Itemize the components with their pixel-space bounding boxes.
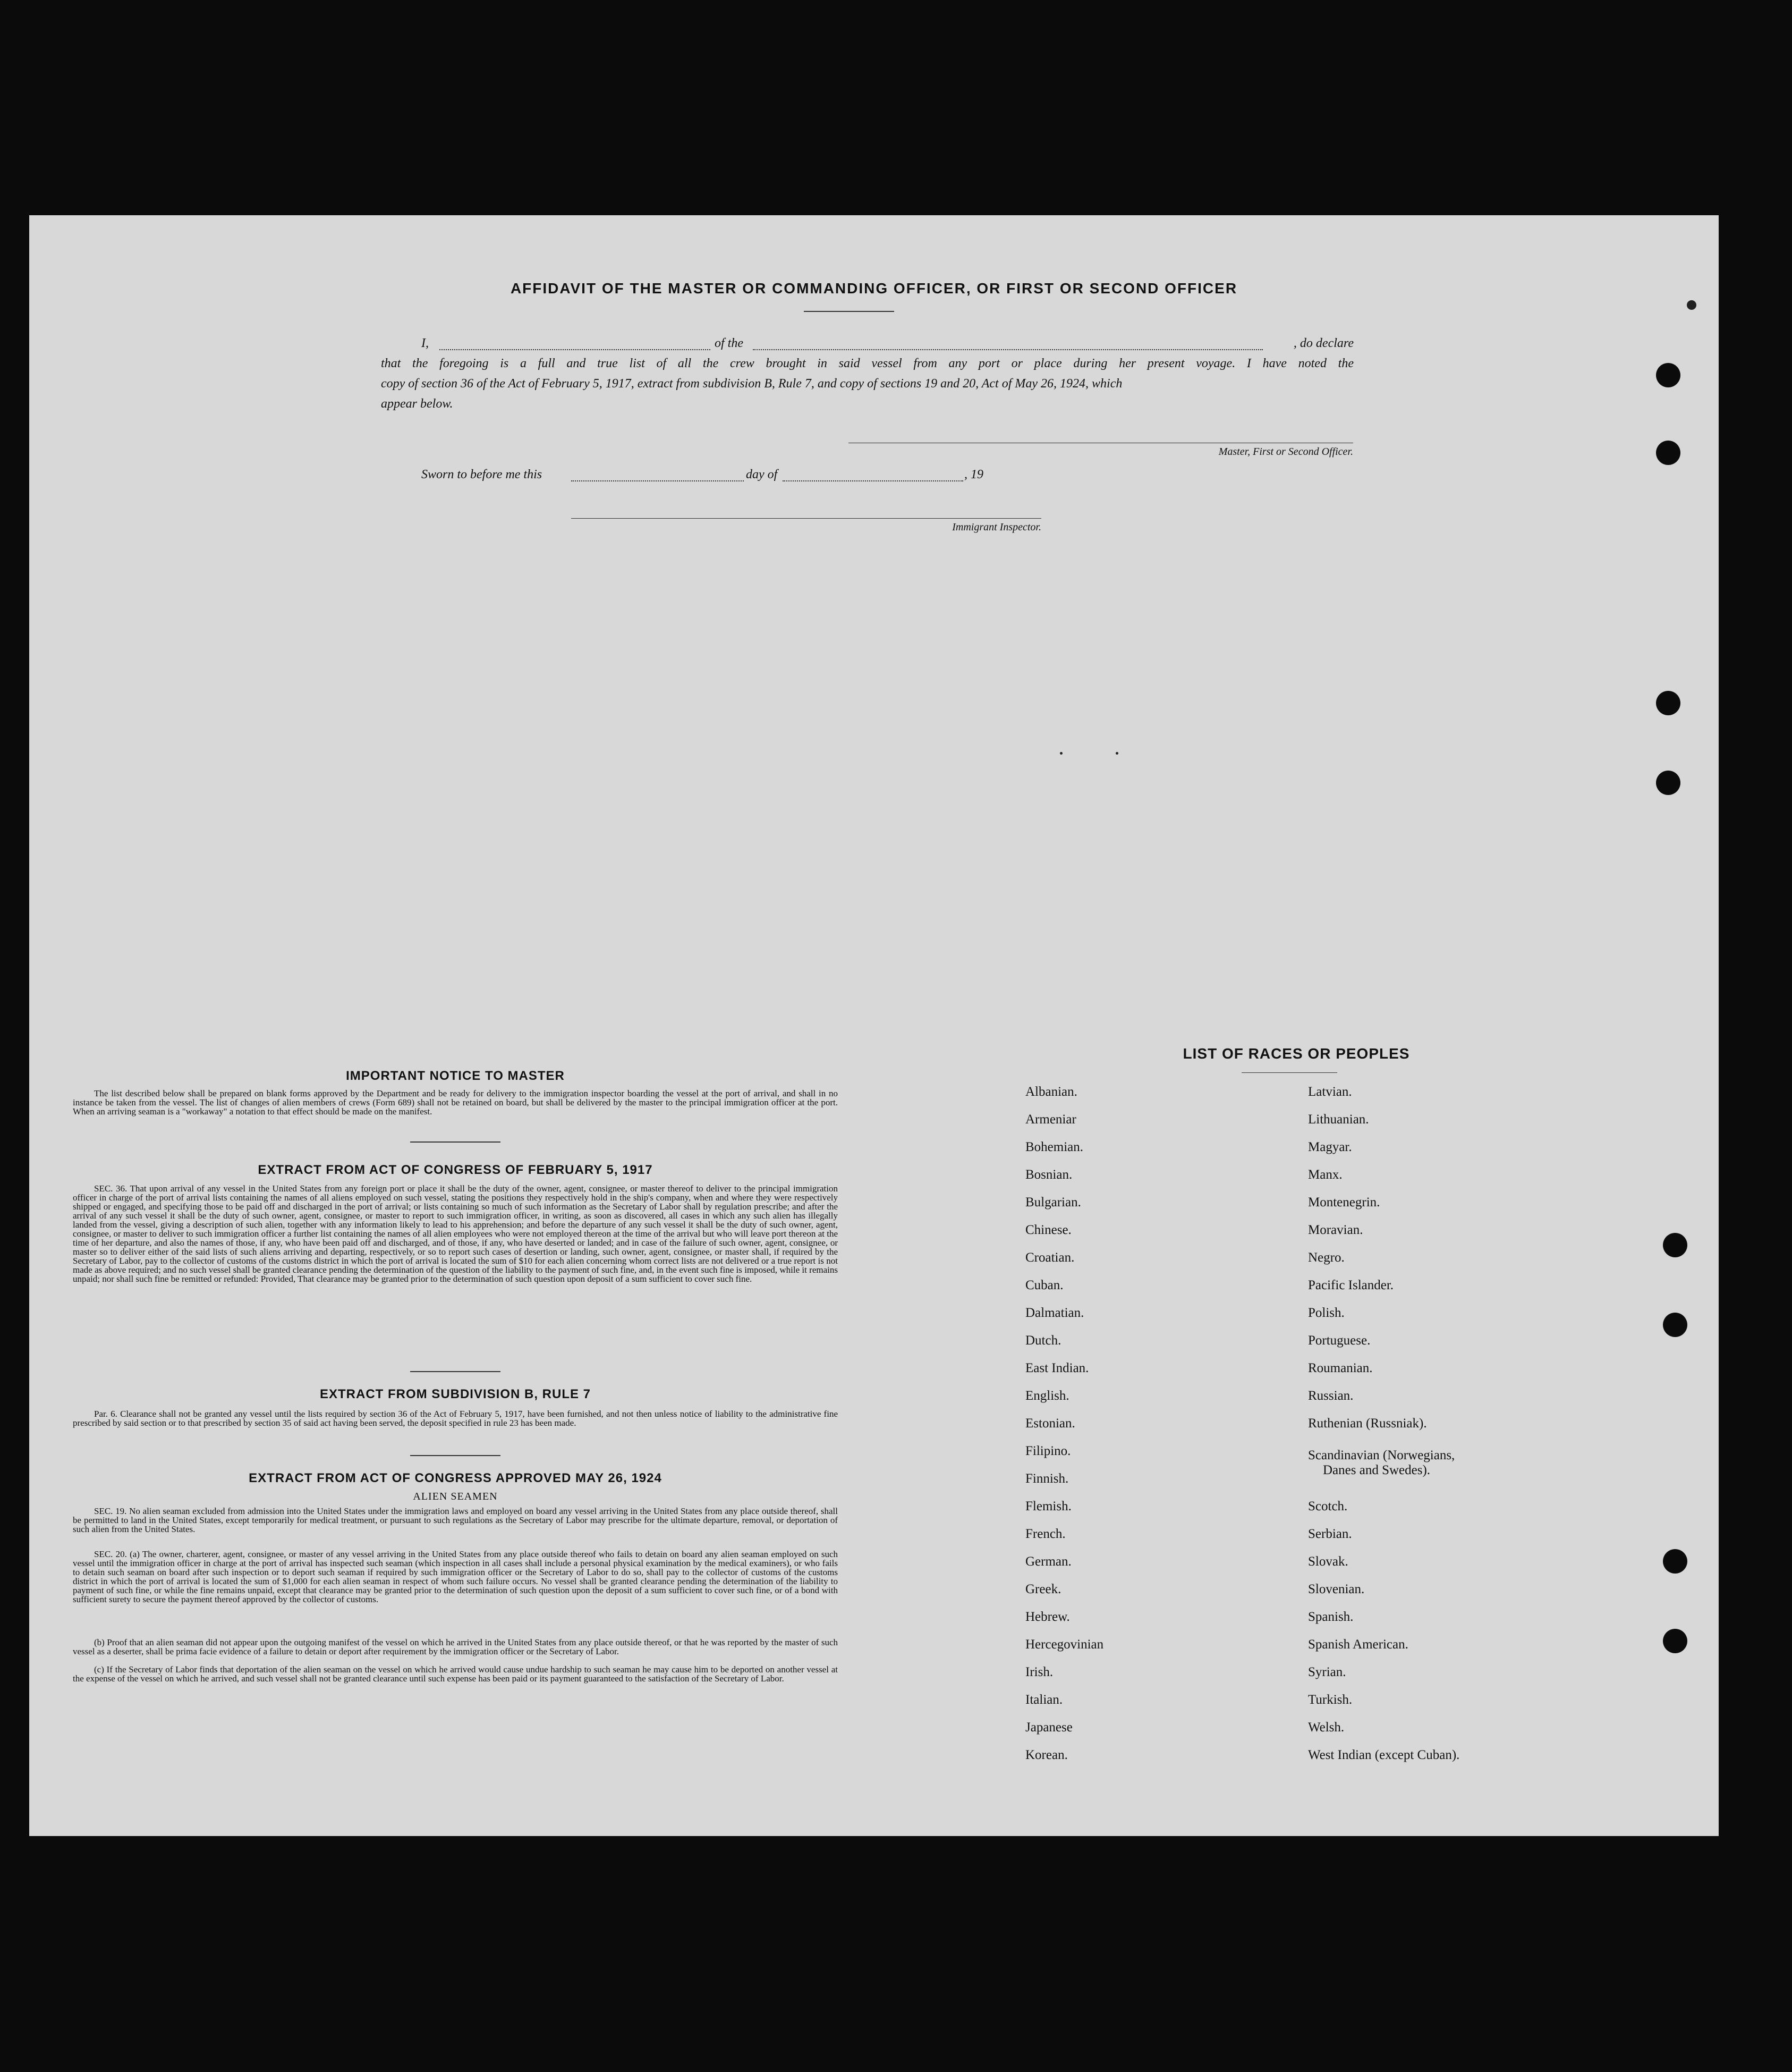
race-item: Hercegovinian [1025,1637,1104,1652]
race-item: Bulgarian. [1025,1195,1081,1210]
sworn-month-field[interactable] [783,480,963,481]
race-item: Finnish. [1025,1471,1069,1486]
notice-text: The list described below shall be prepared on blank forms approved by the Department and be ready for delivery to the immigration inspector boarding the vessel at the port of arrival, and shall in no instance be taken from the vessel. The list of changes of alien members of crews (Form 689) shall not be retained on board, but shall be delivered by the master to the principal immigration officer at the port. When an arriving seaman is a "workaway" a notation to that effect should be made on the manifest. [73,1088,838,1117]
race-item: Bohemian. [1025,1140,1084,1154]
race-item: Montenegrin. [1308,1195,1380,1210]
race-item: Negro. [1308,1250,1345,1265]
race-item: Slovenian. [1308,1582,1365,1596]
race-item: Slovak. [1308,1554,1348,1569]
race-item: Moravian. [1308,1223,1363,1237]
race-item: Flemish. [1025,1499,1072,1513]
rule7-text: Par. 6. Clearance shall not be granted any vessel until the lists required by section 36 of the Act of February 5, 1917, have been furnished, and not then unless notice of liability to the administrative fine prescribed by said section or to that prescribed by section 35 of said act having been served, the deposit specified in rule 23 has been made. [73,1409,838,1428]
race-item: Croatian. [1025,1250,1075,1265]
punch-hole [1663,1233,1687,1257]
officer-name-field[interactable] [439,349,710,350]
race-item: Russian. [1308,1389,1354,1403]
punch-hole [1656,691,1680,715]
punch-hole [1663,1629,1687,1653]
document-page [29,215,1719,1836]
speck [1060,752,1063,755]
divider [410,1141,500,1143]
declarant-line [421,336,1354,354]
day-of-label: day of [746,468,778,481]
race-item: Welsh. [1308,1720,1345,1735]
sec20c-text: (c) If the Secretary of Labor finds that deportation of the alien seaman on the vessel on which he arrived would cause undue hardship to such seaman he may cause him to be deported on another vessel at the expense of the vessel on which he arrived, and such vessel shall not be granted clearance until such expense has been paid or its payment guaranteed to the satisfaction of the Secretary of Labor. [73,1664,838,1684]
extract-1924-title: EXTRACT FROM ACT OF CONGRESS APPROVED MAY 26, 1924 [249,1471,662,1485]
race-item: French. [1025,1527,1066,1541]
speck [1116,752,1118,755]
race-item: Roumanian. [1308,1361,1373,1375]
race-item: Turkish. [1308,1693,1353,1707]
sworn-line [421,468,1059,486]
race-item: Syrian. [1308,1665,1346,1679]
of-the-label: of the [715,336,743,350]
affidavit-body-line: that the foregoing is a full and true list of all the crew brought in said vessel from any port or place during her present voyage. I have noted the [381,357,1354,370]
sworn-day-field[interactable] [571,480,744,481]
notice-title: IMPORTANT NOTICE TO MASTER [346,1069,565,1083]
race-item: West Indian (except Cuban). [1308,1748,1460,1762]
race-item: Spanish American. [1308,1637,1408,1652]
vessel-name-field[interactable] [753,349,1263,350]
speck [1687,300,1696,310]
punch-hole [1656,441,1680,465]
extract-1917-text: SEC. 36. That upon arrival of any vessel in the United States from any foreign port or place it shall be the duty of the owner, agent, consignee, or master thereof to deliver to the principal immigration officer in charge of the port of arrival lists containing the names of all aliens employed on such vessel, stating the positions they respectively hold in the ship's company, when and where they were respectively shipped or engaged, and specifying those to be paid off and discharged in the port of arrival; or lists containing so much of such information as the Secretary of Labor shall by regulation prescribe; and after the arrival of any such vessel it shall be the duty of such owner, agent, consignee, or master to report to such immigration officer, in writing, as soon as discovered, all cases in which any such alien has illegally landed from the vessel, giving a description of such alien, together with any information likely to lead to his apprehension; and before the departure of any such vessel it shall be the duty of such owner, agent, consignee, or master to deliver to such immigration officer a further list containing the names of all alien employees who were not employed thereon at the time of the arrival but who will leave port thereon at the time of her departure, and also the names of those, if any, who have been paid off and discharged, and of those, if any, who have deserted or landed; and in case of the failure of such owner, agent, consignee, or master so to deliver either of the said lists of such aliens arriving and departing, respectively, or so to report such cases of desertion or landing, such owner, agent, consignee, or master shall, if required by the Secretary of Labor, pay to the collector of customs of the customs district in which the port of arrival is located the sum of $10 for each alien concerning whom correct lists are not delivered or a true report is not made as above required; and no such vessel shall be granted clearance pending the determination of the question of the liability to the payment of such fine, and, in the event such fine is imposed, while it remains unpaid; nor shall such fine be remitted or refunded: Provided, That clearance may be granted prior to the determination of such question upon deposit of a sum sufficient to cover such fine. [73,1183,838,1284]
year-label: , 19 [964,468,983,481]
divider [804,311,894,312]
punch-hole [1663,1549,1687,1574]
race-item: Latvian. [1308,1085,1352,1099]
race-item: Scandinavian (Norwegians, [1308,1448,1455,1462]
race-item: Portuguese. [1308,1333,1371,1348]
race-item: Scotch. [1308,1499,1348,1513]
race-item: Serbian. [1308,1527,1352,1541]
race-item: Dutch. [1025,1333,1061,1348]
race-item: Polish. [1308,1306,1345,1320]
race-item: Bosnian. [1025,1168,1073,1182]
race-item: Filipino. [1025,1444,1071,1458]
race-item: Albanian. [1025,1085,1077,1099]
race-item: Greek. [1025,1582,1061,1596]
race-item: Chinese. [1025,1223,1072,1237]
race-item: Manx. [1308,1168,1343,1182]
race-item: German. [1025,1554,1072,1569]
inspector-label: Immigrant Inspector. [952,521,1041,533]
race-item: Dalmatian. [1025,1306,1084,1320]
affidavit-title: AFFIDAVIT OF THE MASTER OR COMMANDING OFFICER, OR FIRST OR SECOND OFFICER [510,280,1238,297]
rule7-title: EXTRACT FROM SUBDIVISION B, RULE 7 [319,1387,591,1401]
extract-1917-title: EXTRACT FROM ACT OF CONGRESS OF FEBRUARY 5, 1917 [258,1163,653,1177]
race-item: Japanese [1025,1720,1073,1735]
sec20a-text: SEC. 20. (a) The owner, charterer, agent, consignee, or master of any vessel arriving in the United States from any place outside thereof who fails to detain on board any alien seaman employed on such vessel until the immigration officer in charge at the port of arrival has inspected such seaman (which inspection in all cases shall include a personal physical examination by the medical examiners), or who fails to detain such seaman on board after such inspection or to deport such seaman if required by such immigration officer or the Secretary of Labor to do so, shall pay to the collector of customs of the customs district in which the port of arrival is located the sum of $1,000 for each alien seaman in respect of whom such failure occurs. No vessel shall be granted clearance pending the determination of the liability to payment of such fine, or while the fine remains unpaid, except that clearance may be granted prior to the determination of such question upon the deposit of a sum sufficient to cover such fine, or of a bond with sufficient surety to secure the payment thereof approved by the collector of customs. [73,1549,838,1604]
affidavit-body-line: appear below. [381,397,453,411]
master-signature-label: Master, First or Second Officer. [1218,446,1353,458]
race-item: Irish. [1025,1665,1054,1679]
sec20b-text: (b) Proof that an alien seaman did not appear upon the outgoing manifest of the vessel on which he arrived in the United States from any place outside thereof, or that he was reported by the master of such vessel as a deserter, shall be prima facie evidence of a failure to detain or deport after requirement by the immigration officer or the Secretary of Labor. [73,1637,838,1656]
divider [410,1455,500,1456]
i-label: I, [421,336,429,350]
race-item: Estonian. [1025,1416,1075,1431]
race-item: Pacific Islander. [1308,1278,1394,1292]
divider [410,1371,500,1372]
sworn-label: Sworn to before me this [421,468,542,481]
sec19-text: SEC. 19. No alien seaman excluded from admission into the United States under the immigration laws and employed on board any vessel arriving in the United States from any place outside thereof, shall be permitted to land in the United States, except temporarily for medical treatment, or pursuant to such regulations as the Secretary of Labor may prescribe for the ultimate departure, removal, or deportation of such alien from the United States. [73,1506,838,1534]
punch-hole [1656,771,1680,795]
race-item: Korean. [1025,1748,1068,1762]
race-item: Ruthenian (Russniak). [1308,1416,1427,1431]
punch-hole [1663,1313,1687,1337]
race-item: Spanish. [1308,1610,1354,1624]
race-item: Danes and Swedes). [1323,1463,1431,1477]
races-title: LIST OF RACES OR PEOPLES [1183,1045,1410,1062]
race-item: Cuban. [1025,1278,1064,1292]
race-item: English. [1025,1389,1069,1403]
punch-hole [1656,363,1680,387]
affidavit-body-line: copy of section 36 of the Act of February 5, 1917, extract from subdivision B, Rule 7, and copy of sections 19 and 20, Act of May 26, 1924, which [381,377,1123,391]
race-item: Armeniar [1025,1112,1076,1127]
do-declare-label: , do declare [1293,336,1354,350]
inspector-signature-line[interactable] [571,518,1041,519]
race-item: Hebrew. [1025,1610,1070,1624]
alien-seamen-subtitle: ALIEN SEAMEN [413,1491,498,1502]
race-item: East Indian. [1025,1361,1089,1375]
race-item: Magyar. [1308,1140,1352,1154]
race-item: Lithuanian. [1308,1112,1369,1127]
race-item: Italian. [1025,1693,1063,1707]
divider [1242,1072,1337,1073]
